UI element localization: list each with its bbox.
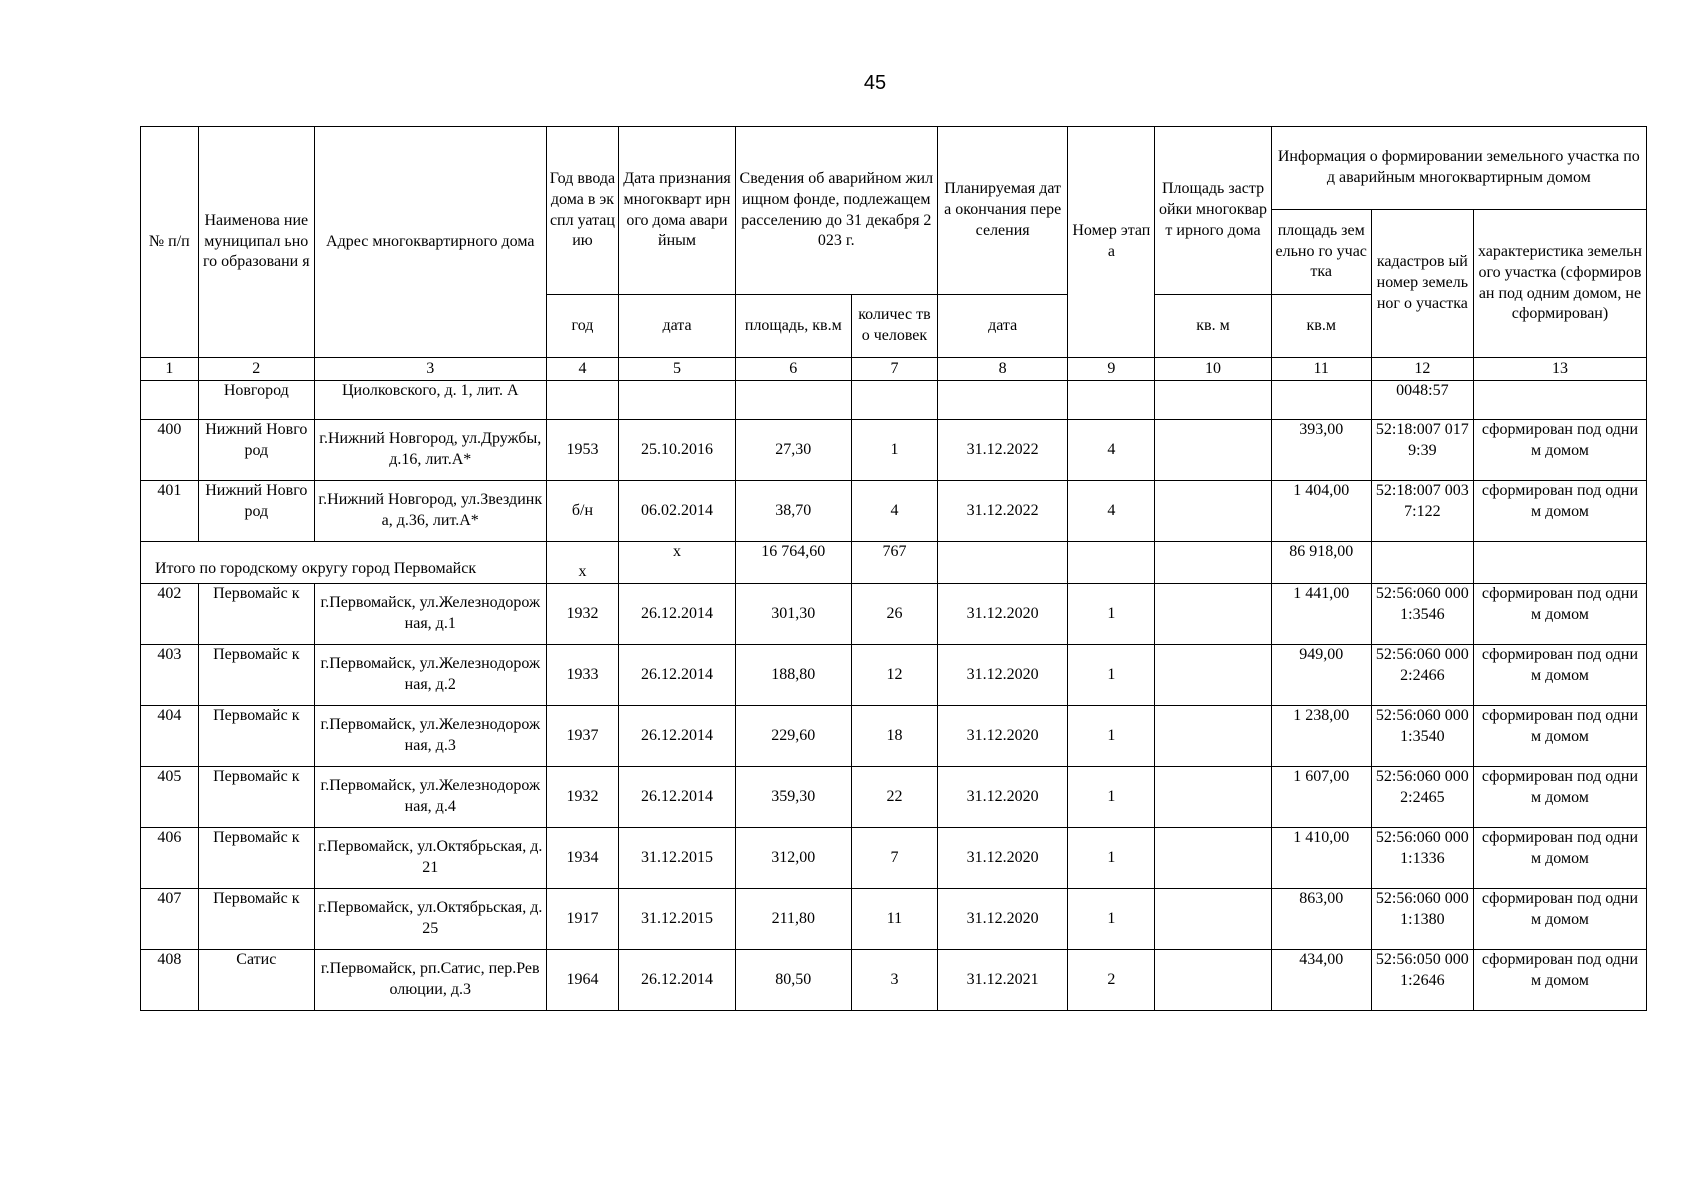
- column-number: 9: [1068, 358, 1155, 381]
- cell-area: 27,30: [735, 420, 851, 481]
- cell-year: 1937: [546, 706, 619, 767]
- cell-address: г.Первомайск, ул.Железнодорожная, д.1: [314, 584, 546, 645]
- cell-date: 26.12.2014: [619, 584, 735, 645]
- column-number: 5: [619, 358, 735, 381]
- cell-date: [619, 381, 735, 420]
- header-address: Адрес многоквартирного дома: [314, 127, 546, 358]
- cell-cadastral: 0048:57: [1371, 381, 1473, 420]
- header-recognition-date: Дата признания многокварт ирного дома аварийным: [619, 127, 735, 295]
- cell-cadastral: 52:56:060 0002:2466: [1371, 645, 1473, 706]
- cell-plan-date: 31.12.2020: [937, 828, 1067, 889]
- cell-plan-date: 31.12.2021: [937, 950, 1067, 1011]
- header-land-info: Информация о формировании земельного участка под аварийным многоквартирным домом: [1271, 127, 1646, 210]
- cell-municipality: Первомайс к: [198, 828, 314, 889]
- cell-land-status: сформирован под одним домом: [1473, 950, 1646, 1011]
- cell-people: 1: [851, 420, 937, 481]
- cell-land-area: 1 238,00: [1271, 706, 1371, 767]
- unit-date: дата: [619, 295, 735, 358]
- unit-area: площадь, кв.м: [735, 295, 851, 358]
- cell-address: г.Первомайск, ул.Октябрьская, д.25: [314, 889, 546, 950]
- header-stage: Номер этапа: [1068, 127, 1155, 358]
- cell-date: 06.02.2014: [619, 481, 735, 542]
- cell-building-area: [1155, 828, 1271, 889]
- cell-number: 405: [141, 767, 199, 828]
- cell-area: 188,80: [735, 645, 851, 706]
- cell-building-area: [1155, 950, 1271, 1011]
- header-number: № п/п: [141, 127, 199, 358]
- cell-number: 403: [141, 645, 199, 706]
- cell-land-status: сформирован под одним домом: [1473, 645, 1646, 706]
- cell-plan-date: 31.12.2022: [937, 481, 1067, 542]
- column-number: 8: [937, 358, 1067, 381]
- cell-cadastral: 52:56:050 0001:2646: [1371, 950, 1473, 1011]
- table-row: [141, 706, 1647, 767]
- cell-date: 25.10.2016: [619, 420, 735, 481]
- cell-stage: 2: [1068, 950, 1155, 1011]
- cell-municipality: Новгород: [198, 381, 314, 420]
- table-row: [141, 645, 1647, 706]
- cell-people: 4: [851, 481, 937, 542]
- page-number: 45: [863, 72, 887, 94]
- table-row-total: [141, 542, 1647, 584]
- cell-plan-date: [937, 381, 1067, 420]
- cell-area: 301,30: [735, 584, 851, 645]
- cell-area: 80,50: [735, 950, 851, 1011]
- cell-cadastral: 52:18:007 0037:122: [1371, 481, 1473, 542]
- cell-stage: [1068, 381, 1155, 420]
- cell-stage: 1: [1068, 584, 1155, 645]
- cell-land-status: сформирован под одним домом: [1473, 889, 1646, 950]
- header-municipality: Наименова ние муниципал ьного образовани я: [198, 127, 314, 358]
- cell-number: 404: [141, 706, 199, 767]
- cell-number: 402: [141, 584, 199, 645]
- cell-building-area: [1155, 706, 1271, 767]
- cell-municipality: Сатис: [198, 950, 314, 1011]
- cell-date: 26.12.2014: [619, 706, 735, 767]
- cell-address: г.Первомайск, ул.Железнодорожная, д.2: [314, 645, 546, 706]
- cell-stage: 1: [1068, 706, 1155, 767]
- cell-building-area: [1155, 481, 1271, 542]
- cell-year: 1953: [546, 420, 619, 481]
- header-land-status: характеристика земельного участка (сформирован под одним домом, не сформирован): [1473, 210, 1646, 358]
- cell-address: г.Первомайск, рп.Сатис, пер.Революции, д.3: [314, 950, 546, 1011]
- cell-number: 401: [141, 481, 199, 542]
- header-housing-info: Сведения об аварийном жилищном фонде, подлежащем расселению до 31 декабря 2023 г.: [735, 127, 937, 295]
- cell-cadastral: 52:56:060 0001:1380: [1371, 889, 1473, 950]
- cell-municipality: Первомайс к: [198, 706, 314, 767]
- cell-address: г.Первомайск, ул.Железнодорожная, д.3: [314, 706, 546, 767]
- total-building-area: [1155, 542, 1271, 584]
- cell-cadastral: 52:18:007 0179:39: [1371, 420, 1473, 481]
- cell-year: 1934: [546, 828, 619, 889]
- cell-plan-date: 31.12.2020: [937, 767, 1067, 828]
- cell-date: 26.12.2014: [619, 950, 735, 1011]
- cell-people: [851, 381, 937, 420]
- cell-stage: 4: [1068, 481, 1155, 542]
- cell-municipality: Первомайс к: [198, 889, 314, 950]
- cell-people: 18: [851, 706, 937, 767]
- cell-municipality: Нижний Новгород: [198, 420, 314, 481]
- cell-number: 408: [141, 950, 199, 1011]
- column-number: 11: [1271, 358, 1371, 381]
- cell-date: 26.12.2014: [619, 645, 735, 706]
- cell-stage: 1: [1068, 645, 1155, 706]
- cell-year: 1932: [546, 584, 619, 645]
- column-number: 10: [1155, 358, 1271, 381]
- cell-land-area: 949,00: [1271, 645, 1371, 706]
- cell-stage: 1: [1068, 889, 1155, 950]
- table-row: [141, 889, 1647, 950]
- cell-building-area: [1155, 381, 1271, 420]
- cell-number: 406: [141, 828, 199, 889]
- cell-land-area: 393,00: [1271, 420, 1371, 481]
- cell-plan-date: 31.12.2020: [937, 645, 1067, 706]
- cell-municipality: Нижний Новгород: [198, 481, 314, 542]
- total-people: 767: [851, 542, 937, 584]
- cell-plan-date: 31.12.2022: [937, 420, 1067, 481]
- cell-date: 26.12.2014: [619, 767, 735, 828]
- unit-year: год: [546, 295, 619, 358]
- column-number-row: [141, 358, 1647, 381]
- column-number: 3: [314, 358, 546, 381]
- cell-people: 3: [851, 950, 937, 1011]
- cell-municipality: Первомайс к: [198, 645, 314, 706]
- column-number: 13: [1473, 358, 1646, 381]
- cell-land-status: сформирован под одним домом: [1473, 481, 1646, 542]
- cell-municipality: Первомайс к: [198, 584, 314, 645]
- cell-year: 1917: [546, 889, 619, 950]
- table-row: [141, 584, 1647, 645]
- cell-area: 211,80: [735, 889, 851, 950]
- cell-land-area: 1 410,00: [1271, 828, 1371, 889]
- cell-building-area: [1155, 420, 1271, 481]
- cell-area: 359,30: [735, 767, 851, 828]
- cell-people: 12: [851, 645, 937, 706]
- header-planned-date: Планируемая дата окончания переселения: [937, 127, 1067, 295]
- cell-year: 1964: [546, 950, 619, 1011]
- cell-year: б/н: [546, 481, 619, 542]
- cell-cadastral: 52:56:060 0001:1336: [1371, 828, 1473, 889]
- column-number: 7: [851, 358, 937, 381]
- total-year: х: [546, 542, 619, 584]
- cell-date: 31.12.2015: [619, 828, 735, 889]
- cell-building-area: [1155, 584, 1271, 645]
- cell-cadastral: 52:56:060 0002:2465: [1371, 767, 1473, 828]
- cell-building-area: [1155, 889, 1271, 950]
- cell-address: Циолковского, д. 1, лит. А: [314, 381, 546, 420]
- cell-address: г.Нижний Новгород, ул.Звездинка, д.36, лит.А*: [314, 481, 546, 542]
- cell-number: 400: [141, 420, 199, 481]
- cell-land-area: 863,00: [1271, 889, 1371, 950]
- header-year: Год ввода дома в экспл уатац ию: [546, 127, 619, 295]
- cell-year: 1933: [546, 645, 619, 706]
- cell-building-area: [1155, 645, 1271, 706]
- cell-area: 38,70: [735, 481, 851, 542]
- cell-plan-date: 31.12.2020: [937, 584, 1067, 645]
- header-cadastral: кадастров ый номер земельног о участка: [1371, 210, 1473, 358]
- table-row: [141, 767, 1647, 828]
- table-row: [141, 950, 1647, 1011]
- table-row: [141, 481, 1647, 542]
- table-row-continuation: [141, 381, 1647, 420]
- total-land-area: 86 918,00: [1271, 542, 1371, 584]
- column-number: 2: [198, 358, 314, 381]
- cell-land-status: сформирован под одним домом: [1473, 767, 1646, 828]
- table-header: [141, 127, 1647, 381]
- emergency-housing-table: [140, 126, 1647, 1011]
- cell-plan-date: 31.12.2020: [937, 706, 1067, 767]
- unit-land-area: кв.м: [1271, 295, 1371, 358]
- cell-address: г.Первомайск, ул.Железнодорожная, д.4: [314, 767, 546, 828]
- column-number: 6: [735, 358, 851, 381]
- unit-plan-date: дата: [937, 295, 1067, 358]
- cell-address: г.Нижний Новгород, ул.Дружбы, д.16, лит.А*: [314, 420, 546, 481]
- header-building-area: Площадь застройки многокварт ирного дома: [1155, 127, 1271, 295]
- header-land-area: площадь земельно го участка: [1271, 210, 1371, 295]
- cell-land-area: 1 607,00: [1271, 767, 1371, 828]
- cell-people: 11: [851, 889, 937, 950]
- cell-land-status: сформирован под одним домом: [1473, 584, 1646, 645]
- cell-people: 26: [851, 584, 937, 645]
- cell-land-area: [1271, 381, 1371, 420]
- cell-address: г.Первомайск, ул.Октябрьская, д.21: [314, 828, 546, 889]
- cell-land-status: сформирован под одним домом: [1473, 420, 1646, 481]
- table-row: [141, 828, 1647, 889]
- cell-land-area: 1 404,00: [1271, 481, 1371, 542]
- cell-municipality: Первомайс к: [198, 767, 314, 828]
- cell-cadastral: 52:56:060 0001:3540: [1371, 706, 1473, 767]
- cell-area: 229,60: [735, 706, 851, 767]
- table-row: [141, 420, 1647, 481]
- cell-stage: 1: [1068, 828, 1155, 889]
- cell-area: [735, 381, 851, 420]
- cell-plan-date: 31.12.2020: [937, 889, 1067, 950]
- total-label: Итого по городскому округу город Первомайск: [141, 542, 547, 584]
- cell-land-area: 1 441,00: [1271, 584, 1371, 645]
- total-area: 16 764,60: [735, 542, 851, 584]
- cell-land-status: сформирован под одним домом: [1473, 828, 1646, 889]
- column-number: 1: [141, 358, 199, 381]
- cell-area: 312,00: [735, 828, 851, 889]
- total-land-status: [1473, 542, 1646, 584]
- unit-building-area: кв. м: [1155, 295, 1271, 358]
- cell-cadastral: 52:56:060 0001:3546: [1371, 584, 1473, 645]
- cell-land-status: [1473, 381, 1646, 420]
- cell-year: 1932: [546, 767, 619, 828]
- cell-people: 7: [851, 828, 937, 889]
- total-stage: [1068, 542, 1155, 584]
- total-cadastral: [1371, 542, 1473, 584]
- cell-land-area: 434,00: [1271, 950, 1371, 1011]
- cell-people: 22: [851, 767, 937, 828]
- cell-number: 407: [141, 889, 199, 950]
- total-date: х: [619, 542, 735, 584]
- column-number: 12: [1371, 358, 1473, 381]
- unit-people: количес тво человек: [851, 295, 937, 358]
- cell-building-area: [1155, 767, 1271, 828]
- cell-number: [141, 381, 199, 420]
- cell-stage: 1: [1068, 767, 1155, 828]
- cell-date: 31.12.2015: [619, 889, 735, 950]
- cell-land-status: сформирован под одним домом: [1473, 706, 1646, 767]
- table-body: [141, 381, 1647, 1011]
- column-number: 4: [546, 358, 619, 381]
- cell-year: [546, 381, 619, 420]
- cell-stage: 4: [1068, 420, 1155, 481]
- total-plan-date: [937, 542, 1067, 584]
